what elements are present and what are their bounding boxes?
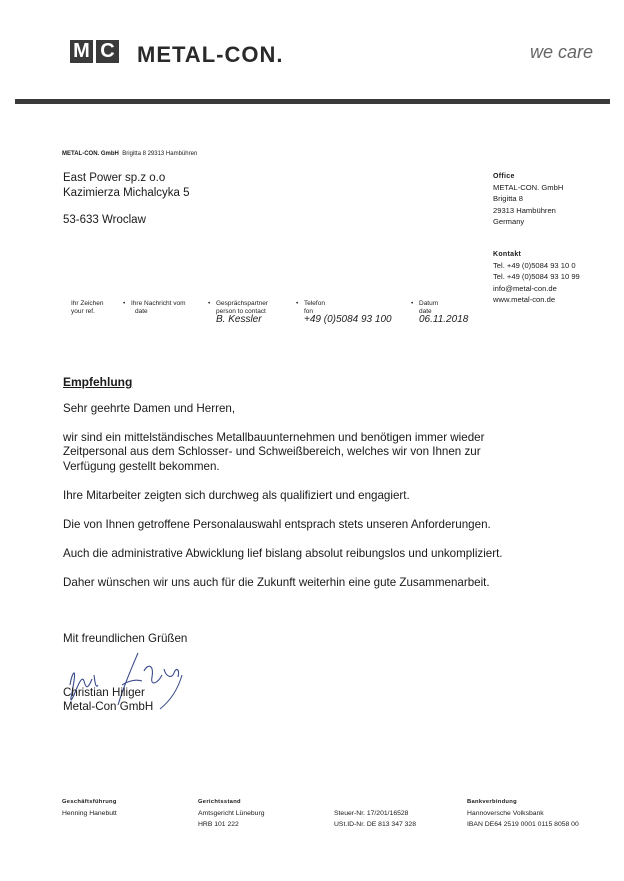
paragraph-1: wir sind ein mittelständisches Metallbauunternehmen und benötigen immer wieder Zeitpersonal aus dem Schlosser- und Schweißbereich, welches wir von Ihnen zur Verfügung gestellt bekommen. xyxy=(63,431,485,473)
ref-date xyxy=(419,300,468,324)
ref-contact-person xyxy=(216,300,268,324)
recipient-street: Kazimierza Michalcyka 5 xyxy=(63,186,190,199)
recipient-name: East Power sp.z o.o xyxy=(63,172,166,184)
footer-court-line-2: HRB 101 222 xyxy=(198,821,239,828)
ref-contact-person-label-en: person to contact xyxy=(216,308,266,315)
footer-vat-id: USt.ID-Nr. DE 813 347 328 xyxy=(334,821,416,828)
ref-your-ref-label: Ihr Zeichen xyxy=(71,300,104,307)
footer-court-heading: Gerichtsstand xyxy=(198,799,241,805)
office-street: Brigitta 8 xyxy=(493,194,523,204)
company-name: METAL-CON. xyxy=(137,42,284,67)
recipient-city: 53-633 Wroclaw xyxy=(63,214,146,226)
letter-subject: Empfehlung xyxy=(63,375,133,389)
ref-phone-label: • Telefon xyxy=(304,300,325,307)
logo-letter-c: C xyxy=(96,40,119,63)
contact-block xyxy=(493,249,580,305)
ref-your-ref-label-en: your ref. xyxy=(71,308,95,315)
paragraph-2: Ihre Mitarbeiter zeigten sich durchweg als qualifiziert und engagiert. xyxy=(63,489,410,502)
salutation: Sehr geehrte Damen und Herren, xyxy=(63,402,236,415)
recipient-address xyxy=(63,171,190,228)
ref-contact-person-label: • Gesprächspartner xyxy=(216,300,269,307)
paragraph-5: Daher wünschen wir uns auch für die Zukunft weiterhin eine gute Zusammenarbeit. xyxy=(63,576,490,589)
footer-iban: IBAN DE64 2519 0001 0115 8058 00 xyxy=(467,821,579,828)
contact-web[interactable]: www.metal-con.de xyxy=(493,294,556,304)
ref-your-message xyxy=(131,300,186,316)
office-country: Germany xyxy=(493,216,525,226)
tagline: we care xyxy=(530,42,594,62)
ref-date-value: 06.11.2018 xyxy=(419,314,469,325)
ref-phone-value: +49 (0)5084 93 100 xyxy=(304,314,392,325)
contact-heading: Kontakt xyxy=(493,251,522,258)
footer-bank-heading: Bankverbindung xyxy=(467,799,517,805)
signer-company: Metal-Con GmbH xyxy=(63,700,154,713)
closing: Mit freundlichen Grüßen xyxy=(63,632,188,645)
ref-your-ref xyxy=(71,300,104,316)
company-logo xyxy=(70,40,119,63)
ref-phone-label-en: fon xyxy=(304,308,314,315)
footer-tax xyxy=(334,808,416,830)
ref-contact-person-value: B. Kessler xyxy=(216,314,262,325)
footer-court xyxy=(198,797,265,830)
ref-your-message-label-en: date xyxy=(135,308,148,315)
footer-court-line-1: Amtsgericht Lüneburg xyxy=(198,810,265,817)
ref-your-message-label: • Ihre Nachricht vom xyxy=(131,300,186,307)
office-heading: Office xyxy=(493,173,515,180)
office-city: 29313 Hambühren xyxy=(493,205,556,215)
ref-phone xyxy=(304,300,392,324)
contact-email[interactable]: info@metal-con.de xyxy=(493,283,557,293)
header-rule xyxy=(15,99,610,104)
footer-management xyxy=(62,797,117,819)
sender-address: Brigitta 8 29313 Hambühren xyxy=(122,151,198,157)
footer-bank xyxy=(467,797,579,830)
footer-management-name: Henning Hanebutt xyxy=(62,810,117,817)
signer-name: Christian Hiliger xyxy=(63,686,145,699)
footer-bank-name: Hannoversche Volksbank xyxy=(467,810,544,817)
signer-block xyxy=(63,686,153,714)
paragraph-4: Auch die administrative Abwicklung lief bislang absolut reibungslos und unkompliziert. xyxy=(63,547,503,560)
logo-letter-m: M xyxy=(70,40,93,63)
sender-company: METAL-CON. GmbH xyxy=(62,151,119,157)
footer-tax-number: Steuer-Nr. 17/201/16528 xyxy=(334,810,409,817)
office-block xyxy=(493,171,563,227)
ref-date-label-en: date xyxy=(419,308,432,315)
contact-tel-1: Tel. +49 (0)5084 93 10 0 xyxy=(493,261,576,271)
ref-date-label: • Datum xyxy=(419,300,439,307)
footer-management-heading: Geschäftsführung xyxy=(62,799,117,805)
paragraph-3: Die von Ihnen getroffene Personalauswahl entsprach stets unseren Anforderungen. xyxy=(63,518,491,531)
contact-tel-2: Tel. +49 (0)5084 93 10 99 xyxy=(493,272,580,282)
office-company: METAL-CON. GmbH xyxy=(493,183,564,193)
sender-line xyxy=(62,151,197,157)
